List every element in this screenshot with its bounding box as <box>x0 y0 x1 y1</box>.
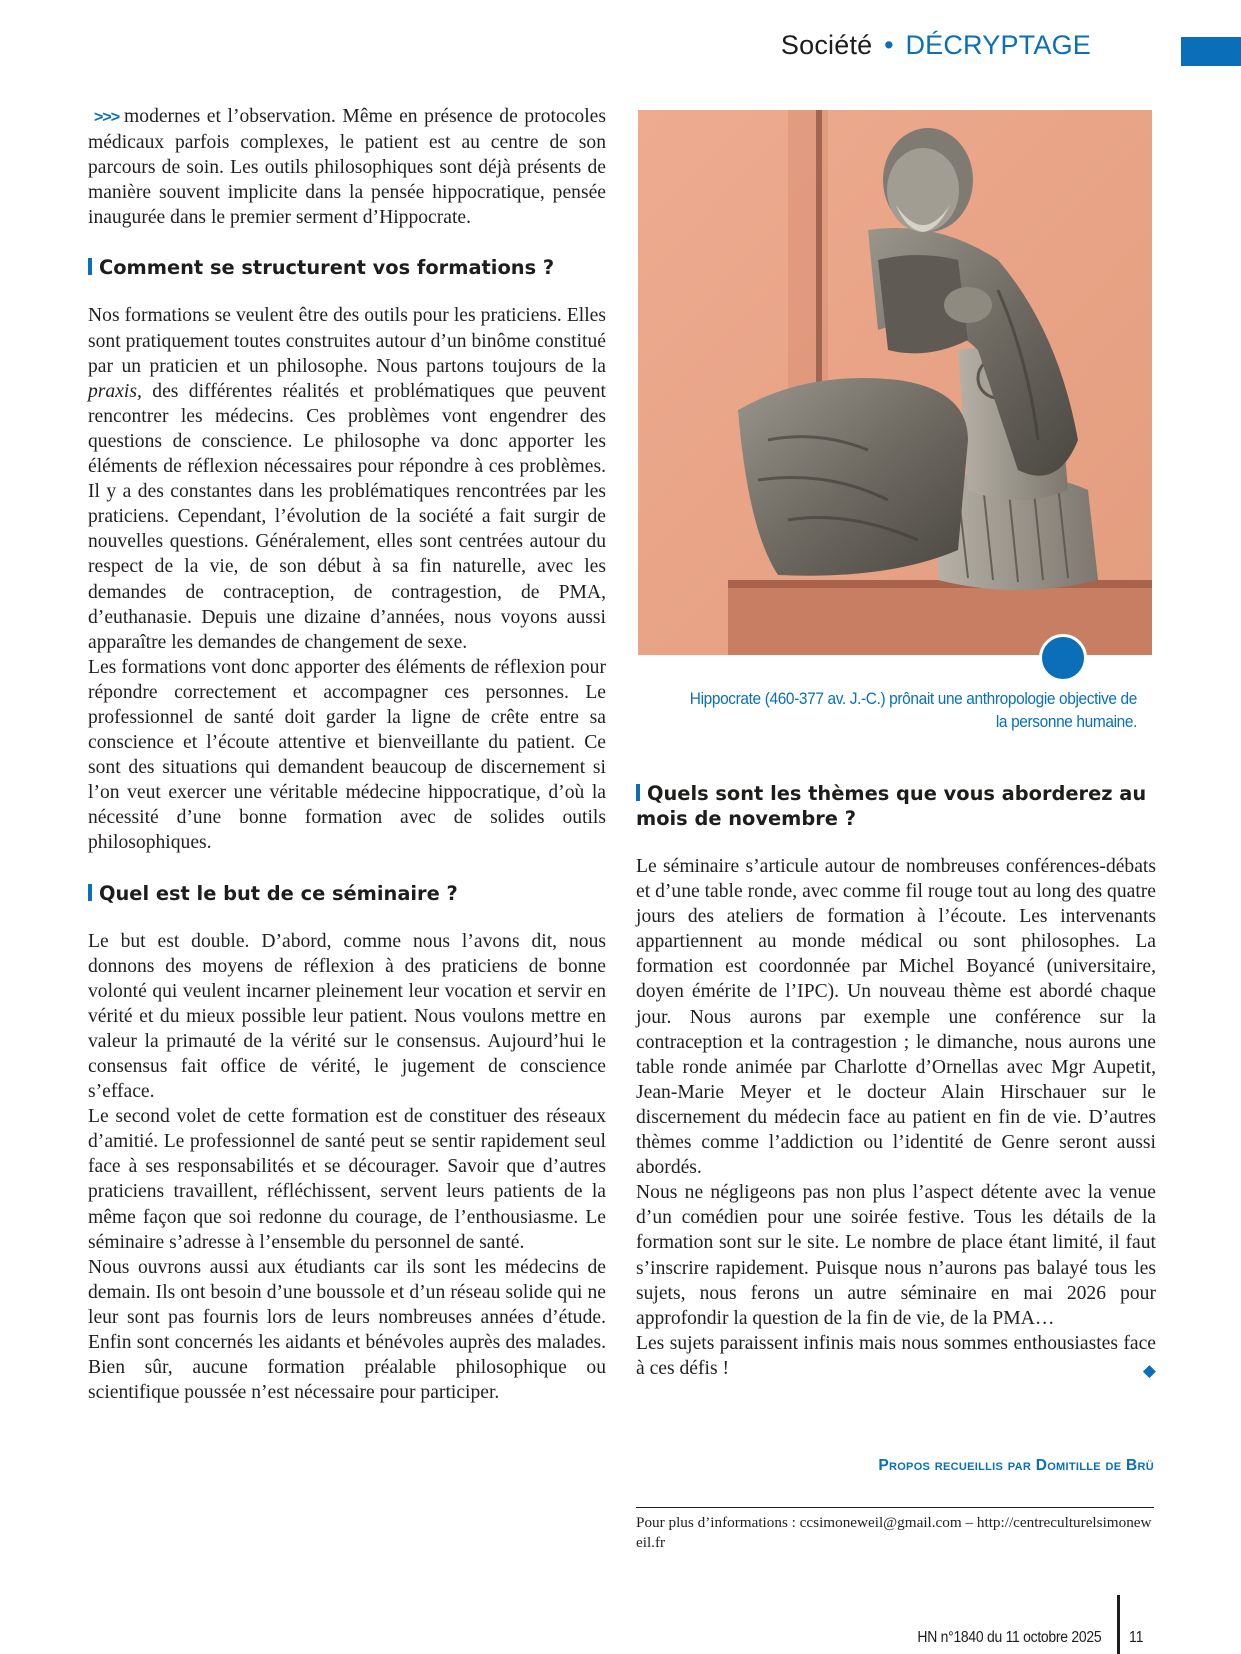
byline: Propos recueillis par Domitille de Brü <box>878 1457 1154 1474</box>
answer-paragraph: Les formations vont donc apporter des éléments de réflexion pour répondre correctement et accompagner ces personnes. Le professionnel de santé doit garder la ligne de crête entre sa conscience et l’écoute attentive et bienveillante du patient. Ce sont des situations qui demandent beaucoup de discernement si l’on veut exercer une véritable médecine hippocratique, d’où la nécessité d’une bonne formation avec de solides outils philosophiques. <box>88 656 606 854</box>
end-of-article-diamond-icon: ◆ <box>1142 1360 1156 1380</box>
issue-info: HN n°1840 du 11 octobre 2025 <box>917 1629 1101 1646</box>
right-column <box>636 781 1156 1383</box>
answer-paragraph: Le séminaire s’articule autour de nombreuses conférences-débats et d’une table ronde, avec comme fil rouge tout au long des quatre jours des ateliers de formation à l’écoute. Les intervenants appartiennent au monde médical ou sont philosophes. La formation est coordonnée par Michel Boyancé (universitaire, doyen émérite de l’IPC). Un nouveau thème est abordé chaque jour. Nous aurons par exemple une conférence sur la contraception et la contragestion ; le dimanche, nous aurons une table ronde animée par Charlotte d’Ornellas avec Mgr Aupetit, Jean-Marie Meyer et le docteur Alain Hirschauer sur le discernement du médecin face au patient en fin de vie. D’autres thèmes comme l’addiction ou l’identité de Genre seront aussi abordés. <box>636 856 1156 1179</box>
answer-paragraph: Nous ouvrons aussi aux étudiants car ils sont les médecins de demain. Ils ont besoin d’une boussole et d’un réseau solide qui ne leur sont pas fournis lors de leurs nombreuses années d’étude. Enfin sont concernés les aidants et bénévoles auprès des malades. Bien sûr, aucune formation préalable philosophique ou scientifique poussée n’est nécessaire pour participer. <box>88 1256 606 1404</box>
statue-illustration <box>638 110 1152 655</box>
more-info-note: Pour plus d’informations : ccsimoneweil@gmail.com – http://centreculturelsimoneweil.fr <box>636 1514 1152 1551</box>
emphasis-text: praxis, <box>88 380 142 402</box>
section-name: Société <box>780 30 873 60</box>
answer-paragraph <box>88 303 606 654</box>
photo-accent-dot <box>1039 634 1087 682</box>
answer-paragraph: Nous ne négligeons pas non plus l’aspect détente avec la venue d’un comédien pour une soirée festive. Tous les détails de la formation sont sur le site. Le nombre de place étant limité, il faut s’inscrire rapidement. Puisque nous n’aurons pas balayé tous les sujets, nous ferons un autre séminaire en mai 2026 pour approfondir la question de la fin de vie, de la PMA… <box>636 1182 1156 1329</box>
footer-divider <box>1117 1595 1120 1654</box>
continuation-marker: >>> <box>94 109 120 126</box>
header-accent-bar <box>1181 37 1241 66</box>
question-heading <box>88 255 606 280</box>
answer-paragraph: Le but est double. D’abord, comme nous l’avons dit, nous donnons des moyens de réflexion à des praticiens de bonne volonté qui veulent incarner pleinement leur vocation et servir en vérité et du mieux possible leur patient. Nous voulons mettre en valeur la primauté de la vérité sur le consensus. Aujourd’hui le consensus fait office de vérité, le jugement de conscience s’efface. <box>88 930 606 1103</box>
question-title: Comment se structurent vos formations ? <box>99 256 555 280</box>
question-title: Quels sont les thèmes que vous aborderez au mois de novembre ? <box>636 782 1147 830</box>
section-header <box>781 30 1091 61</box>
closing-text: Les sujets paraissent infinis mais nous sommes enthousiastes face à ces défis ! <box>636 1332 1156 1379</box>
question-heading <box>88 881 606 906</box>
divider <box>636 1507 1154 1508</box>
answer-paragraph <box>636 1331 1156 1381</box>
question-heading <box>636 781 1156 831</box>
answer-text: Nos formations se veulent être des outils pour les praticiens. Elles sont pratiquement toutes construites autour d’un binôme constitué par un praticien et un philosophe. Nous partons toujours de la <box>88 305 606 377</box>
answer-text: des différentes réalités et problématiques que peuvent rencontrer les médecins. Ces problèmes vont engendrer des questions de conscience. Le philosophe va donc apporter les éléments de réflexion nécessaires pour répondre à ces problèmes. Il y a des constantes dans les problématiques rencontrées par les praticiens. Cependant, l’évolution de la société a fait surgir de nouvelles questions. Généralement, elles sont centrées autour du respect de la vie, de son début à sa fin naturelle, avec les demandes de contraception, de contragestion, de PMA, d’euthanasie. Depuis une dizaine d’années, nous voyons aussi apparaître les demandes de changement de sexe. <box>88 380 606 653</box>
heading-bar-icon <box>88 258 92 275</box>
intro-paragraph <box>88 104 606 230</box>
section-kicker: DÉCRYPTAGE <box>905 30 1091 60</box>
hippocrates-statue-photo <box>638 110 1152 655</box>
section-separator: • <box>884 30 894 60</box>
answer-paragraph: Le second volet de cette formation est de constituer des réseaux d’amitié. Le professionnel de santé peut se sentir rapidement seul face à ses responsabilités et se décourager. Savoir que d’autres praticiens travaillent, réfléchissent, servent leurs patients de la même façon que soi redonne du courage, de l’enthousiasme. Le séminaire s’adresse à l’ensemble du personnel de santé. <box>88 1106 606 1253</box>
photo-caption: Hippocrate (460-377 av. J.-C.) prônait une anthropologie objective de la personne humaine. <box>689 689 1137 731</box>
question-title: Quel est le but de ce séminaire ? <box>99 881 458 905</box>
heading-bar-icon <box>88 884 92 901</box>
page-number: 11 <box>1129 1629 1144 1646</box>
heading-bar-icon <box>636 784 640 801</box>
intro-text: modernes et l’observation. Même en présence de protocoles médicaux parfois complexes, le patient est au centre de son parcours de soin. Les outils philosophiques sont déjà présents de manière souvent implicite dans la pensée hippocratique, pensée inaugurée dans le premier serment d’Hippocrate. <box>88 106 606 229</box>
left-column <box>88 104 606 1405</box>
